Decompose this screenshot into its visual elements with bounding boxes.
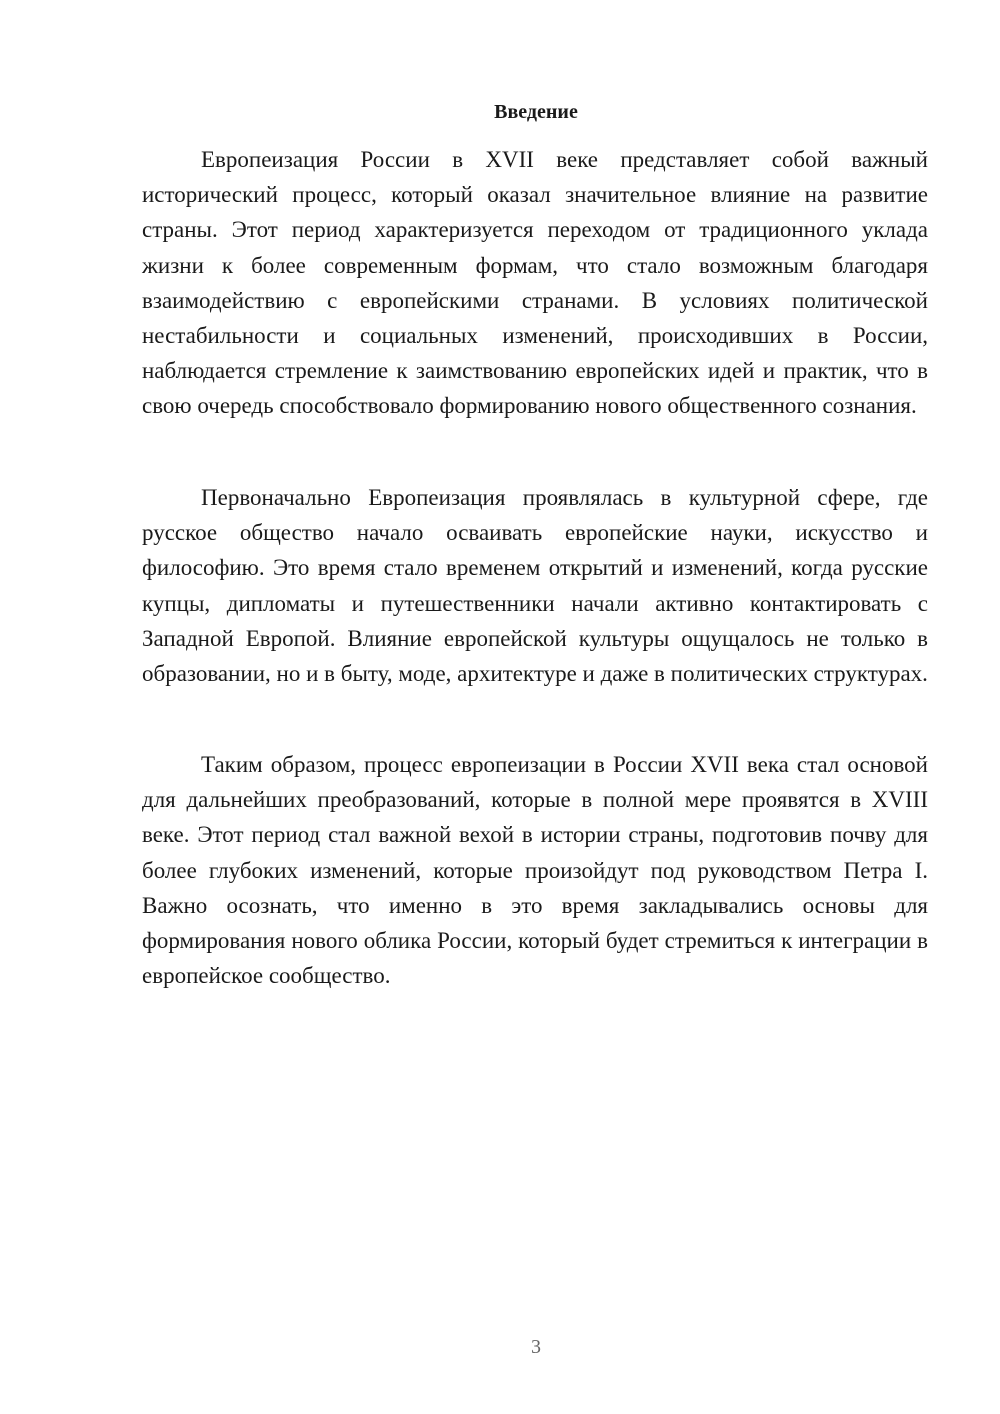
section-heading: Введение <box>494 101 578 123</box>
paragraph-1: Европеизация России в XVII веке представляет собой важный исторический процесс, который оказал значительное влияние на развитие страны. Этот период характеризуется переходом от традиционного уклада жизни к более современным формам, что стало возможным благодаря взаимодействию с европейскими странами. В условиях политической нестабильности и социальных изменений, происходивших в России, наблюдается стремление к заимствованию европейских идей и практик, что в свою очередь способствовало формированию нового общественного сознания. <box>142 147 928 419</box>
paragraph-3: Таким образом, процесс европеизации в России XVII века стал основой для дальнейших преобразований, которые в полной мере проявятся в XVIII веке. Этот период стал важной вехой в истории страны, подготовив почву для более глубоких изменений, которые произойдут под руководством Петра I. Важно осознать, что именно в это время закладывались основы для формирования нового облика России, который будет стремиться к интеграции в европейское сообщество. <box>142 752 928 989</box>
paragraph-2: Первоначально Европеизация проявлялась в культурной сфере, где русское общество начало осваивать европейские науки, искусство и философию. Это время стало временем открытий и изменений, когда русские купцы, дипломаты и путешественники начали активно контактировать с Западной Европой. Влияние европейской культуры ощущалось не только в образовании, но и в быту, моде, архитектуре и даже в политических структурах. <box>142 485 928 687</box>
page-number: 3 <box>531 1336 541 1358</box>
